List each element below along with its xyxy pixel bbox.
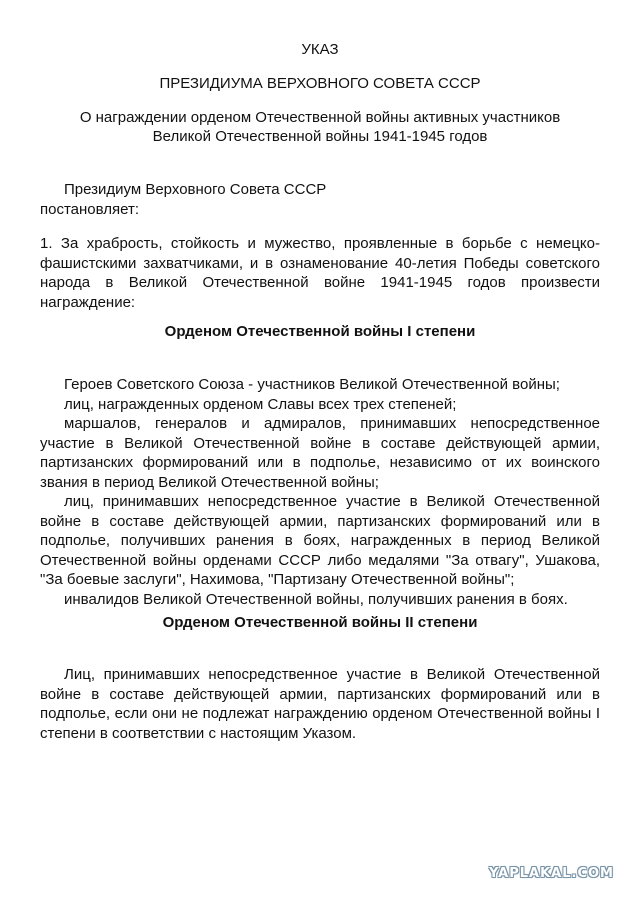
- paragraph-1: [40, 234, 600, 312]
- list-item-continuation: участие в Великой Отечественной войне в составе действующей армии,: [40, 434, 600, 452]
- watermark: YAPLAKAL.COM: [489, 866, 614, 881]
- document-title: УКАЗ: [301, 41, 339, 58]
- paragraph-line: 1. За храбрость, стойкость и мужество, проявленные в борьбе с немецко-: [40, 235, 600, 252]
- document-issuer: ПРЕЗИДИУМА ВЕРХОВНОГО СОВЕТА СССР: [159, 75, 481, 92]
- list-item-continuation: партизанских формирований или в подполье, независимо от их воинского: [40, 454, 600, 471]
- list-first-degree: [40, 375, 600, 609]
- heading-order-first-degree: Орденом Отечественной войны I степени: [164, 323, 476, 340]
- list-item: лиц, награжденных орденом Славы всех трех степеней;: [64, 395, 457, 413]
- document-subject-line-1: О награждении орденом Отечественной войны активных участников: [79, 109, 561, 126]
- heading-order-second-degree: Орденом Отечественной войны II степени: [162, 614, 478, 631]
- intro-line: Президиум Верховного Совета СССР: [64, 181, 327, 198]
- paragraph-line: подполье, если они не подлежат награждению орденом Отечественной войны I: [40, 705, 600, 722]
- list-item-continuation: "За боевые заслуги", Нахимова, "Партизану Отечественной войны";: [40, 571, 515, 588]
- paragraph-2: [40, 665, 600, 743]
- paragraph-line: фашистскими захватчиками, и в ознаменование 40-летия Победы советского: [40, 254, 600, 272]
- paragraph-line: степени в соответствии с настоящим Указом.: [40, 724, 357, 742]
- intro-paragraph: [40, 180, 600, 219]
- list-item-continuation: войне в составе действующей армии, партизанских формирований или в: [40, 512, 600, 530]
- paragraph-line: народа в Великой Отечественной войне 1941-1945 годов произвести: [40, 274, 600, 291]
- intro-line: постановляет:: [40, 200, 140, 218]
- list-item: Героев Советского Союза - участников Великой Отечественной войны;: [64, 376, 560, 393]
- paragraph-line: войне в составе действующей армии, партизанских формирований или в: [40, 685, 600, 703]
- list-item-continuation: Отечественной войны орденами СССР либо медалями "За отвагу", Ушакова,: [40, 551, 600, 569]
- list-item-continuation: звания в период Великой Отечественной войны;: [40, 473, 379, 491]
- paragraph-line: Лиц, принимавших непосредственное участие в Великой Отечественной: [64, 666, 600, 683]
- document-subject-line-2: Великой Отечественной войны 1941-1945 годов: [152, 128, 488, 145]
- paragraph-line: награждение:: [40, 293, 136, 311]
- list-item: маршалов, генералов и адмиралов, принимавших непосредственное: [64, 415, 600, 432]
- list-item: лиц, принимавших непосредственное участие в Великой Отечественной: [64, 493, 600, 510]
- list-item: инвалидов Великой Отечественной войны, получивших ранения в боях.: [64, 590, 568, 608]
- list-item-continuation: подполье, получивших ранения в боях, награжденных в период Великой: [40, 532, 600, 549]
